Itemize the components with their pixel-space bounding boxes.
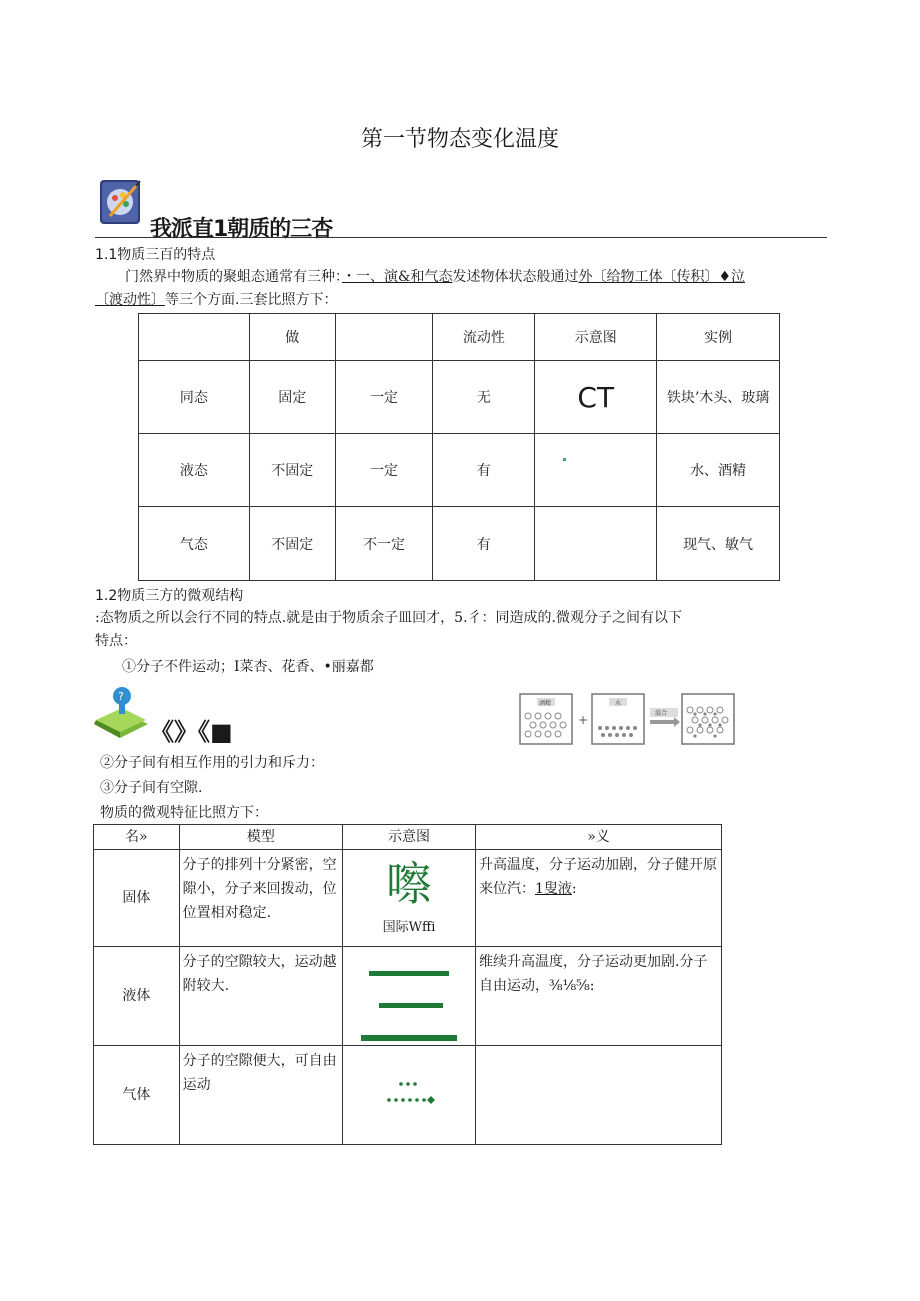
subsection-1-1: 1.1物质三百的特点	[95, 247, 216, 263]
meaning-underlined: 1叟液	[535, 881, 572, 897]
table-cell: 液态	[139, 434, 250, 507]
micro-paragraph-line2: 特点：	[95, 633, 137, 649]
palette-icon	[98, 176, 146, 228]
table-row	[94, 1046, 722, 1145]
table-cell: 固定	[249, 361, 335, 434]
beaker-label-alcohol: 酒精	[539, 700, 552, 707]
header-cell: 名»	[94, 825, 180, 850]
para1-text-e: 〔渡动性〕	[95, 292, 165, 308]
section-divider	[95, 237, 827, 238]
table-cell: 同态	[139, 361, 250, 434]
para1-text-d: 外〔给物工体〔传积〕♦泣	[578, 269, 746, 285]
table-cell: 固体	[94, 850, 180, 947]
point-3: ③分子间有空隙.	[100, 780, 203, 796]
table-cell	[476, 850, 722, 947]
table-row	[139, 507, 780, 581]
book-question-icon	[92, 684, 150, 740]
svg-text:+: +	[578, 713, 589, 727]
symbol-marks: 《》《■	[150, 718, 233, 746]
intro-paragraph-line2	[95, 289, 815, 311]
table-cell: 维续升高温度，分子运动更加剧.分子自由运动，⅜⅛⅝:	[476, 947, 722, 1046]
meaning-tail: :	[571, 881, 577, 897]
table-cell: 不固定	[249, 507, 335, 581]
table-row	[139, 434, 780, 507]
table-cell: 分子的空隙便大，可自由运动	[179, 1046, 342, 1145]
gas-model-diagram	[343, 1046, 476, 1145]
table-cell: 分子的排列十分紧密，空隙小，分子来回拨动，位位置相对稳定.	[179, 850, 342, 947]
header-cell: »义	[476, 825, 722, 850]
table-cell: 气体	[94, 1046, 180, 1145]
table-cell	[476, 1046, 722, 1145]
table-cell: 水、酒精	[657, 434, 780, 507]
header-cell: 做	[249, 314, 335, 361]
table-cell: 无	[433, 361, 535, 434]
table-cell: 铁块’木头、玻璃	[657, 361, 780, 434]
para1-text-f: 等三个方面.三套比照方下：	[165, 292, 338, 308]
header-cell: 实例	[657, 314, 780, 361]
liquid-diagram-cell	[535, 434, 657, 507]
table-row	[94, 850, 722, 947]
point-2: ②分子间有相互作用的引力和斥力：	[100, 755, 324, 771]
table-cell: 一定	[335, 361, 433, 434]
table-cell: 气态	[139, 507, 250, 581]
dot-mark	[563, 458, 566, 461]
solid-model-diagram	[343, 850, 476, 947]
svg-text:?: ?	[118, 690, 124, 703]
table-cell: 有	[433, 507, 535, 581]
para1-text-c: 发述物体状态般通过	[452, 269, 579, 285]
header-cell	[335, 314, 433, 361]
table-cell: 一定	[335, 434, 433, 507]
states-comparison-table	[138, 313, 780, 581]
subsection-1-2: 1.2物质三方的微观结构	[95, 588, 244, 604]
para1-text-b: ・一、演&和气态	[342, 269, 453, 285]
header-cell	[139, 314, 250, 361]
table-row	[94, 947, 722, 1046]
header-cell: 示意图	[343, 825, 476, 850]
gas-diagram-cell	[535, 507, 657, 581]
liquid-model-diagram	[343, 947, 476, 1046]
header-cell: 示意图	[535, 314, 657, 361]
intro-paragraph-line1	[125, 266, 825, 288]
table-header-row	[139, 314, 780, 361]
table-cell: 有	[433, 434, 535, 507]
para1-text-a: 门然界中物质的聚蛆态通常有三种：	[125, 269, 342, 285]
beaker-label-water: 水	[615, 700, 622, 707]
meaning-text: 升高温度，分子运动加剧，分子健开原来位汽：	[479, 857, 717, 897]
solid-diagram-cell: CT	[535, 361, 657, 434]
mixing-diagram	[518, 690, 736, 748]
mix-label: 混合	[655, 710, 668, 717]
table-cell: 液体	[94, 947, 180, 1046]
micro-compare-intro: 物质的微观特征比照方下：	[100, 805, 268, 821]
header-cell: 模型	[179, 825, 342, 850]
table-cell: 不一定	[335, 507, 433, 581]
solid-diagram-caption: 国际Wffi	[382, 920, 436, 935]
page-title: 第一节物态变化温度	[360, 127, 559, 152]
table-cell: 分子的空隙较大，运动越附较大.	[179, 947, 342, 1046]
table-row	[139, 361, 780, 434]
micro-features-table	[93, 824, 722, 1145]
table-cell: 不固定	[249, 434, 335, 507]
header-cell: 流动性	[433, 314, 535, 361]
point-1: ①分子不件运动；I菜杏、花香、•丽嘉都	[122, 659, 374, 675]
section-heading: 我派直1朝质的三杏	[150, 217, 333, 242]
table-cell: 现气、敏气	[657, 507, 780, 581]
solid-diagram-glyph: 嚓	[386, 857, 432, 911]
table-header-row	[94, 825, 722, 850]
micro-paragraph-line1: :态物质之所以会行不同的特点.就是由于物质余子皿回才，5.彳：同造成的.微观分子之间有以下	[95, 610, 682, 626]
